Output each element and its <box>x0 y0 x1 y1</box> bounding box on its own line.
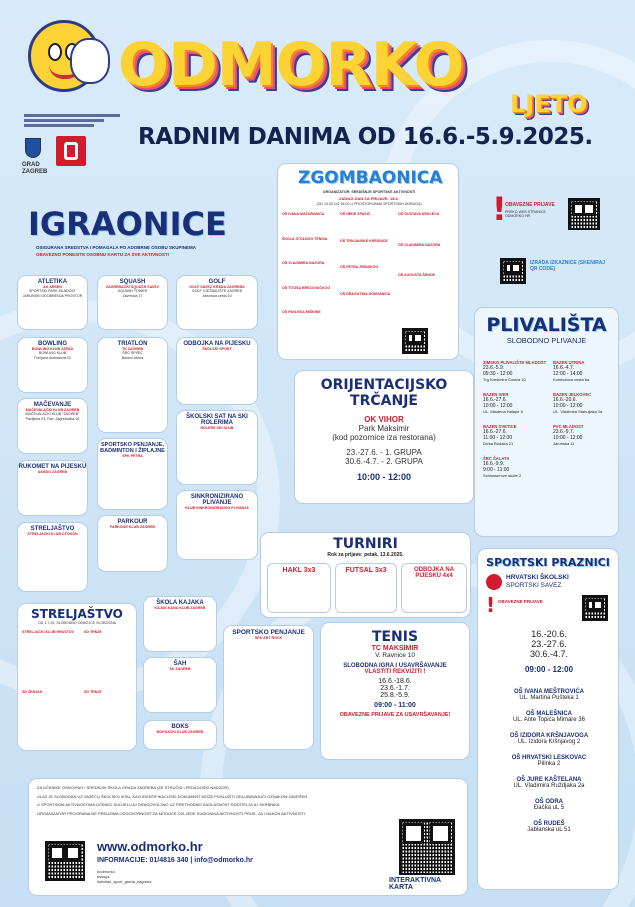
tenis-club: TC MAKSIMIR <box>371 645 419 652</box>
activity-location: BOWLING KLUB Fiorijana Andraševa 10 <box>34 351 71 360</box>
school-address: UL. Ante Topića Mimare 36 <box>513 717 585 723</box>
plivalista-title: PLIVALIŠTA <box>486 314 607 336</box>
activity-title: PARKOUR <box>117 519 148 525</box>
activity-card-atletika <box>17 275 88 330</box>
school-name: OŠ IZIDORA KRŠNJAVOGA <box>509 733 589 739</box>
pool-address: Kombolova cesta 6a <box>553 377 590 382</box>
hakl-box <box>267 563 331 613</box>
tenis-time: 09:00 - 11:00 <box>374 702 416 709</box>
school-address: Pilinka 2 <box>537 761 561 767</box>
activity-card-bowling <box>17 337 88 393</box>
sportski-schools <box>478 689 620 833</box>
tenis-title: TENIS <box>371 629 419 645</box>
school-name: OŠ PAVLEKA MIŠKINE <box>282 310 321 315</box>
activity-card-rukomet <box>17 460 88 516</box>
streljastvo-sub: OD 1.7.25. SLOBODNO ODBOJCE SLOBODNA <box>37 621 117 625</box>
pool-dates: 16.6.-20.6. <box>553 397 577 403</box>
turniri-card <box>260 532 471 618</box>
activity-location: MAČEVALAČKI KLUB "ZAGREB" Pavlijena 23, Rav. Zagrebačka 16 <box>25 412 80 421</box>
school-name: OŠ IVANA MEŠTROVIĆA <box>513 689 584 695</box>
activity-card-odbojka <box>176 337 258 405</box>
pool-entry <box>483 424 549 446</box>
header-small-text <box>24 114 120 127</box>
tenis-own: VLASTITI REKVIZITI ! <box>364 669 426 675</box>
activity-club: KLUB SINKRONIZIRANOG PLIVANJA <box>185 506 249 510</box>
school-name: OŠ NEDE SPASIĆ <box>340 212 371 216</box>
zgombaonica-qr-code[interactable] <box>402 328 428 354</box>
activity-club: AKEDO ZAGREB <box>37 470 68 474</box>
pool-name: BAZEN SVETICE <box>483 424 517 429</box>
dog-mascot <box>70 38 110 84</box>
pool-name: BAZEN IVER <box>483 392 509 397</box>
contact-info: INFORMACIJE: 01/4816 340 | info@odmorko.hr <box>97 857 253 864</box>
igraonice-intro2: OBAVEZNO PONESITE OSOBNU KARTU ZA SVE AKTIVNOSTI <box>36 252 169 257</box>
pool-col-right <box>553 360 615 446</box>
social-tag[interactable]: #odmorko <box>97 869 115 874</box>
school-entry <box>478 777 620 789</box>
pool-dates: 23.6.-9.7. <box>553 429 575 435</box>
school-address: UL. Vladimira Ruždjaka 2a <box>513 783 585 789</box>
futsal-box <box>335 563 397 613</box>
activity-title: ŠKOLSKI SAT NA SKI ROLERIMA <box>186 414 248 426</box>
school-entry <box>478 689 620 701</box>
footer-line: ORGANIZATOR PROGRAMA NE PREUZIMA ODGOVORNOST ZA MOGUĆE OZLJEDE SUDIONIKA AKTIVNOSTI PRIJE, ZA I NAKON AKTIVNOSTI. <box>37 810 307 816</box>
school-name: OŠ TITUŠA BREZOVAČKOG <box>282 285 331 290</box>
zgombaonica-col3 <box>398 212 456 278</box>
registration-qr-code[interactable] <box>568 198 600 230</box>
sssgz-logo <box>56 136 86 166</box>
activity-card-macevanje <box>17 398 88 454</box>
pool-col-left <box>483 360 549 478</box>
pool-entry <box>553 360 615 382</box>
sportski-title: SPORTSKI PRAZNICI <box>486 556 610 569</box>
pool-entry <box>483 392 549 414</box>
activity-card-ski-roleri <box>176 410 258 485</box>
club-name: SD TRNJE <box>84 690 102 694</box>
pool-address: UL. Mladena Halape 6 <box>483 409 523 414</box>
activity-club: GOLF SAVEZ GRADA ZAGREBA <box>189 285 245 289</box>
id-card-qr-code[interactable] <box>500 258 526 284</box>
activity-title: SPORTSKO PENJANJE, BADMINTON I ŽIPLAJNE <box>100 442 165 454</box>
id-card-label: IZRADA IZKAZNICE (SKENIRAJ QR CODE) <box>530 260 606 272</box>
map-label: INTERAKTIVNA KARTA <box>389 877 441 891</box>
activity-club: ROLERS SKI KLUB <box>200 426 234 430</box>
social-tags <box>97 869 151 884</box>
footer-qr-code[interactable] <box>45 841 85 881</box>
school-name: ŠKOLA STOLNOG TENISA <box>282 236 328 241</box>
pool-dates: 16.6.-4.7. <box>553 365 575 371</box>
zgombaonica-col1 <box>282 212 338 315</box>
pool-address: UL. Vladimira Stahuljaka 1a <box>553 409 603 414</box>
hakl-title: HAKL 3x3 <box>282 567 316 574</box>
igraonice-intro: OSIGURANA SREDSTVA I POMAGALA PO ADOBRNE OSOBU SKUPINEMA <box>36 245 197 250</box>
orijentacija-place-note: (kod pozornice iza restorana) <box>332 433 436 442</box>
tenis-play: SLOBODNA IGRA I USAVRŠAVANJE <box>343 663 447 669</box>
activity-card-sinkronizirano <box>176 490 258 560</box>
orijentacija-group2: 30.6.-4.7. - 2. GRUPA <box>345 457 423 466</box>
school-entry <box>478 733 620 745</box>
school-entry <box>478 755 620 767</box>
igraonice-title: IGRAONICE <box>28 205 227 243</box>
pool-time: 10:00 - 12:00 <box>553 435 583 441</box>
sportski-dates <box>478 629 620 674</box>
social-tag[interactable]: #skolski_sport_grada_zagreba <box>97 879 152 884</box>
pool-entry <box>483 360 549 382</box>
activity-card-sah <box>143 657 217 713</box>
sportski-praznici-card <box>477 548 619 890</box>
zagreb-coat-of-arms <box>25 138 41 158</box>
school-name: OŠ VLADIMIRA NAZORA <box>282 261 325 266</box>
club-name: STRELJAČKI KLUB HRUSTOV <box>22 630 75 634</box>
school-name: OŠ RUDEŠ <box>533 821 565 827</box>
activity-card-squash <box>97 275 168 330</box>
school-entry <box>478 711 620 723</box>
futsal-title: FUTSAL 3x3 <box>345 567 387 574</box>
sportski-date: 23.-27.6. <box>531 639 567 649</box>
tenis-date: 16.6.-18.6. <box>378 678 412 685</box>
tenis-date: 25.8.-5.9. <box>380 692 410 699</box>
odmorko-title: ODMORKO <box>118 30 464 100</box>
mandatory-label: OBAVEZNE PRIJAVE <box>505 202 555 208</box>
pool-dates: 23.6.-5.9. <box>483 365 505 371</box>
school-name: OŠ DRAGUTINA DOMJANIĆA <box>340 291 391 296</box>
activity-location: GOLF VJEŽBALIŠTE ZAGREB Jarunska cesta 10 <box>191 289 243 298</box>
activity-title: ŠKOLA KAJAKA <box>156 600 204 606</box>
ljeto-subtitle: LJETO <box>510 90 588 118</box>
tenis-apply: OBAVEZNE PRIJAVE ZA USAVRŠAVANJE! <box>339 712 451 718</box>
school-name: OŠ IVANA MAŽURANIĆA <box>282 212 325 216</box>
odbojka-title: ODBOJKA NA PIJESKU 4x4 <box>413 567 455 579</box>
plivalista-sub: SLOBODNO PLIVANJE <box>506 336 587 345</box>
footer-card <box>28 778 468 896</box>
orijentacija-title: ORIJENTACIJSKO TRČANJE <box>320 377 448 409</box>
activity-card-kajak <box>143 596 217 652</box>
pool-time: 10:00 - 12:00 <box>483 403 513 409</box>
activity-location: ŠRC ŠPIŠIĆ Bazeni Utrina <box>121 351 144 360</box>
activity-club: KAJAK KANU KLUB ZAGREB <box>154 606 206 610</box>
school-entry <box>478 799 620 811</box>
zgombaonica-date: ZADNJI DAN ZA PRIJAVE: 18.6. <box>339 196 399 201</box>
footer-rules <box>37 785 461 816</box>
activity-title: TRIATLON <box>117 341 148 347</box>
activity-club: AK ARSEN <box>43 285 62 289</box>
website-link[interactable]: www.odmorko.hr <box>97 839 203 854</box>
activity-title: SPORTSKO PENJANJE <box>232 629 305 636</box>
pool-time: 10:00 - 12:00 <box>553 403 583 409</box>
odbojka-box <box>401 563 467 613</box>
streljastvo-title: STRELJAŠTVO <box>31 607 123 621</box>
pool-dates: 16.6.-27.6. <box>483 429 507 435</box>
pool-name: PVC MLADOST <box>553 424 584 429</box>
school-name: OŠ VLADIMIRA NAZORA <box>398 242 441 247</box>
zgombaonica-subtitle: ORGANIZATOR: SREDIŠNJE SPORTSKE AKTIVNOSTI <box>322 190 416 194</box>
activity-club: ZAGREBAČKI SQUASH SAVEZ <box>105 285 160 289</box>
activity-club: PARKOUR KLUB ZAGREB <box>109 525 156 529</box>
activity-title: STRELJAŠTVO <box>30 526 75 532</box>
orijentacija-place: Park Maksimir <box>358 424 410 433</box>
activity-club: BOWLING KLUB ZAPAD <box>31 347 74 351</box>
activity-card-parkour <box>97 515 168 572</box>
school-name: OŠ TRNJANSKE KRESNICE <box>340 238 388 243</box>
footer-line: ZA UČENIKE OSNOVNIH I SREDNJIH ŠKOLA GRADA ZAGREBA (ZE STRUČNI I PEDAGOŠKI NADZOR) <box>37 785 229 790</box>
activity-title: SINKRONIZIRANO PLIVANJE <box>190 494 244 506</box>
activity-card-boks <box>143 720 217 750</box>
pool-address: Jarunska 11 <box>553 441 575 446</box>
pool-entry <box>553 392 615 414</box>
club-name: SD TRNJE <box>84 630 102 634</box>
activity-club: SPK PETRA <box>122 454 143 458</box>
school-address: UL. Izidora Kršnjavog 2 <box>517 739 581 745</box>
turniri-title: TURNIRI <box>333 536 398 552</box>
city-label: GRAD ZAGREB <box>22 162 48 175</box>
school-name: OŠ ODRA <box>534 799 563 805</box>
activity-title: RUKOMET NA PIJESKU <box>18 464 87 470</box>
pool-entry <box>553 424 615 446</box>
footer-line: U SPORTSKIM AKTIVNOSTIMA UČENICI SUDJELUJU DRAGOVOLJNO UZ PRETHODNO SAGLASNOST RODITELJA ILI SKRBNIKA <box>37 802 280 807</box>
streljastvo-card <box>17 603 137 751</box>
social-tag[interactable]: #sssgz <box>97 874 110 879</box>
tenis-address: V. Ravnice 10 <box>375 652 415 659</box>
school-name: OŠ MALEŠNICA <box>525 711 572 717</box>
school-name: OŠ JURE KAŠTELANA <box>516 777 582 783</box>
zgombaonica-col2 <box>340 212 396 296</box>
warning-icon: ! <box>486 593 496 617</box>
activity-title: BOWLING <box>38 341 67 347</box>
activity-club: ŠK ZAGREB <box>169 667 191 671</box>
orijentacija-club: OK VIHOR <box>364 415 404 424</box>
activity-card-triatlon <box>97 337 168 433</box>
activity-card-streljastvo-small <box>17 522 88 592</box>
activity-card-penjanje-art <box>223 625 314 750</box>
mandatory-label: OBAVEZNE PRIJAVE <box>498 599 543 604</box>
orijentacija-card <box>294 370 474 504</box>
school-name: OŠ AUGUSTA ŠENOE <box>398 273 436 278</box>
school-name: OŠ HRVATSKI LESKOVAC <box>511 755 587 761</box>
plivalista-card <box>474 307 619 537</box>
warning-icon: ! <box>492 190 507 228</box>
map-qr-code[interactable] <box>399 819 455 875</box>
activity-card-penjanje-badminton <box>97 438 168 510</box>
pool-address: Schlosserove stube 2 <box>483 473 522 478</box>
activity-club: MAČEVALAČKI KLUB ZAGREB <box>25 408 80 412</box>
zgombaonica-note: (OD 10.00 DO 16.00 U PROSTORIJAMA SPORTSKIH UDRUGA) <box>316 202 422 206</box>
school-entry <box>478 821 620 833</box>
school-address: UL. Martina Pušteka 1 <box>519 695 579 701</box>
pool-time: 11:00 - 12:00 <box>483 435 513 441</box>
pool-dates: 16.6.-27.6. <box>483 397 507 403</box>
activity-club: ŠKOLSKI SPORT <box>202 347 232 351</box>
zgombaonica-title: ZGOMBAONICA <box>298 168 443 188</box>
tenis-card <box>320 622 470 760</box>
footer-line: ULAZ JE SLOBODAN UZ VAŽEĆU ŠKOLSKU IKSU, KAO IDENTIFIKACIJSKI DOKUMENT MOŽE POSLUŽITI ODLUBAVAJUĆI OZNAKOM ZAVRŠEN <box>37 793 308 799</box>
sportski-date: 30.6.-4.7. <box>529 649 569 659</box>
pool-address: Trg Krešimira Ćosića 10 <box>483 377 526 382</box>
activity-title: ŠAH <box>173 661 187 667</box>
activity-card-golf <box>176 275 258 330</box>
hss-logo <box>486 574 502 590</box>
pool-time: 12:00 - 14:00 <box>553 371 583 377</box>
activity-location: SPORTSKI PARK MLADOST JARUNSKI ODOBRENJA PROSTOR <box>22 289 83 298</box>
turniri-sub: Rok za prijave: petak, 13.6.2025. <box>327 552 404 558</box>
pool-name: BAZEN UTRINA <box>553 360 585 365</box>
pool-dates: 16.6.-9.9. <box>483 461 505 467</box>
sportski-time: 09:00 - 12:00 <box>524 665 574 674</box>
org-name: HRVATSKI ŠKOLSKI <box>506 574 569 581</box>
activity-title: BOKS <box>171 724 189 730</box>
org-name: SPORTSKI SAVEZ <box>506 582 562 589</box>
activity-title: ATLETIKA <box>37 279 68 285</box>
activity-title: SQUASH <box>119 279 146 285</box>
activity-club: BOKSAČKI KLUB ZAGREB <box>156 730 204 734</box>
activity-title: GOLF <box>208 279 226 285</box>
orijentacija-time: 10:00 - 12:00 <box>356 472 412 482</box>
club-name: SD ŽENJAK <box>22 690 43 694</box>
pool-name: BAZEN JELKOVEC <box>553 392 592 397</box>
tenis-date: 23.6.-1.7. <box>380 685 410 692</box>
orijentacija-group1: 23.-27.6. - 1. GRUPA <box>346 448 422 457</box>
activity-club: STRELJAČKI KLUB OTOKON <box>27 532 78 536</box>
school-name: OŠ PETRA ZRINSKOG <box>340 265 379 270</box>
sportski-date: 16.-20.6. <box>531 629 567 639</box>
sportski-qr-code[interactable] <box>582 595 608 621</box>
activity-title: MAČEVANJE <box>33 402 72 408</box>
school-address: Ðačka uL 5 <box>533 805 565 811</box>
activity-title: ODBOJKA NA PIJESKU <box>183 341 251 347</box>
pool-address: Divka Budaka 21 <box>483 441 514 446</box>
pool-name: ZIMSKO PLIVALIŠTE MLADOST <box>483 360 547 365</box>
pool-entry <box>483 456 549 478</box>
activity-club: SPK ART ROCK <box>254 636 283 640</box>
dates-banner: RADNIM DANIMA OD 16.6.-5.9.2025. <box>138 124 593 150</box>
school-name: OŠ GUSTAVA KRKLECA <box>398 212 440 216</box>
activity-location: SQUASH TOWER Zavrtnica 17 <box>117 289 148 298</box>
zgombaonica-card <box>277 163 459 360</box>
school-address: Jablanska uL 51 <box>527 827 571 833</box>
pool-name: ŠRC ŠALATA <box>483 456 510 461</box>
pool-time: 09:30 - 12:00 <box>483 371 513 377</box>
mandatory-sub: PREKO WEB STRANICE ODMORKO.HR <box>505 210 546 218</box>
pool-time: 9:00 - 11:00 <box>483 467 510 473</box>
activity-club: TK ZAGREB <box>122 347 143 351</box>
